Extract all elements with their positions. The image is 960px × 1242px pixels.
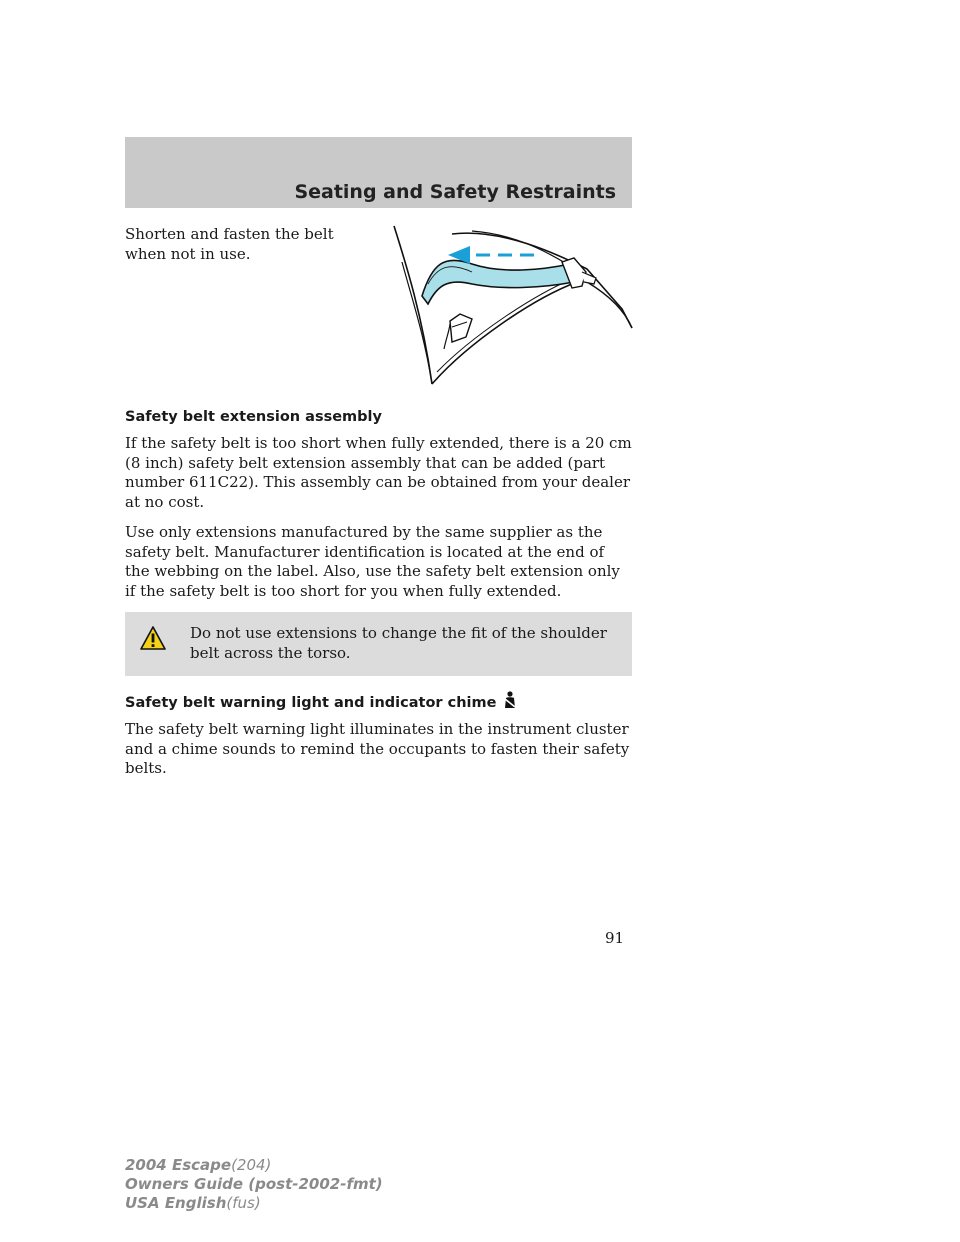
extension-paragraph-1: If the safety belt is too short when fully extended, there is a 20 cm (8 inch) safety belt extension assembly that can be added (part number 611C22). This assembly can be obtained from your dealer at no cost. (125, 434, 632, 511)
warning-box (125, 612, 632, 676)
footer-guide: Owners Guide (post-2002-fmt) (125, 1175, 383, 1193)
main-content (125, 409, 632, 790)
seatbelt-warning-icon (502, 691, 518, 709)
footer-language-code: (fus) (226, 1194, 261, 1212)
extension-paragraph-2: Use only extensions manufactured by the same supplier as the safety belt. Manufacturer identification is located at the end of the webbing on the label. Also, use the safety belt extension only if the safety belt is too short for you when fully extended. (125, 523, 620, 600)
warning-triangle-icon (140, 626, 166, 650)
header-band (125, 137, 632, 208)
chime-paragraph: The safety belt warning light illuminates in the instrument cluster and a chime sounds to remind the occupants to fasten their safety belts. (125, 720, 630, 777)
extension-heading: Safety belt extension assembly (125, 409, 382, 425)
footer-model: 2004 Escape (125, 1156, 232, 1174)
footer (125, 1156, 383, 1213)
chime-heading-text: Safety belt warning light and indicator chime (125, 695, 497, 711)
footer-model-code: (204) (231, 1156, 272, 1174)
chime-heading (125, 691, 632, 711)
page-number: 91 (605, 929, 625, 947)
belt-stowage-illustration (392, 224, 637, 389)
warning-text: Do not use extensions to change the fit of the shoulder belt across the torso. (190, 624, 607, 662)
footer-language: USA English (125, 1194, 227, 1212)
page-section-title: Seating and Safety Restraints (294, 181, 616, 203)
intro-text: Shorten and fasten the belt when not in use. (125, 225, 334, 263)
